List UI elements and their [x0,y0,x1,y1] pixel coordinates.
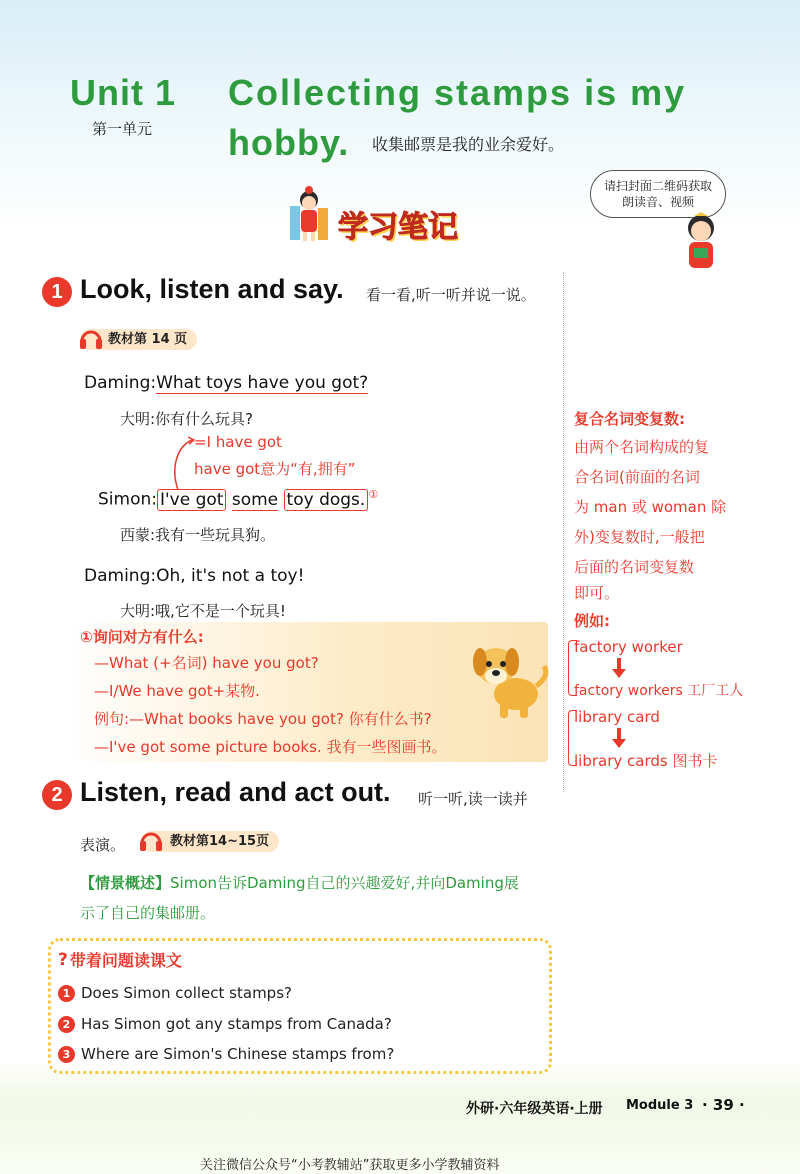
question-text: Where are Simon's Chinese stamps from? [81,1045,395,1063]
grammar-note-line-1: —What (+名词) have you got? [94,654,319,672]
column-divider [563,272,564,792]
question-number: 3 [58,1046,75,1063]
unit-label: Unit 1 [70,72,177,113]
summary-line-2: 示了自己的集邮册。 [80,904,216,922]
dialog-line-3 [84,566,304,586]
footer-book-title: 外研·六年级英语·上册 [466,1101,603,1117]
grammar-note-title: ①询问对方有什么: [80,628,204,646]
teacher-illustration [678,212,724,270]
question-item [58,1045,394,1063]
section1-book-ref-label: 教材第 14 页 [80,329,197,350]
summary-text-1: Simon告诉Daming自己的兴趣爱好,并向Daming展 [170,874,519,892]
question-text: Does Simon collect stamps? [81,984,292,1002]
arrow-down-icon [612,728,626,748]
dialog-boxed-ive-got: I've got [157,489,226,511]
section2-number: 2 [42,780,72,810]
section1-title-cn: 看一看,听一听并说一说。 [366,286,536,304]
dialog-cn-1: 大明:你有什么玩具? [120,410,254,428]
dialog-speaker: Daming: [84,373,157,393]
section2-title: Listen, read and act out. [80,777,391,807]
section2-title-cn-2: 表演。 [80,836,126,854]
sidebar-ex2-from: library card [574,708,660,726]
grammar-note-line-2: —I/We have got+某物. [94,682,260,700]
dialog-speaker: Daming: [84,566,157,586]
footer-watermark: 关注微信公众号“小考教辅站”获取更多小学教辅资料 [200,1158,500,1173]
section2-book-ref [142,830,279,849]
dialog-speaker: Simon: [98,489,157,510]
questions-title: 带着问题读课文 [69,951,182,970]
headphones-icon [78,325,104,351]
question-number: 2 [58,1016,75,1033]
section1-number: 1 [42,277,72,307]
grammar-note-line-3: 例句:—What books have you got? 你有什么书? [94,710,432,728]
arrow-down-icon [612,658,626,678]
dialog-line-1 [84,373,368,393]
sidebar-title: 复合名词变复数: [574,410,685,428]
sidebar-ex2-to: library cards 图书卡 [574,752,718,770]
summary-line-1 [80,872,519,893]
dialog-text: Oh, it's not a toy! [156,566,305,586]
headphones-icon [138,827,164,853]
page-title-cn: 收集邮票是我的业余爱好。 [372,135,565,154]
sidebar-body-3: 为 man 或 woman 除 [574,498,727,516]
summary-label: 【情景概述】 [80,874,171,892]
page-number: · 39 · [702,1096,745,1114]
annotation-meaning: have got意为“有,拥有” [194,460,356,478]
page-title-line1: Collecting stamps is my [228,72,687,113]
notes-banner: 学习笔记 [338,210,458,245]
question-item [58,984,292,1002]
question-text: Has Simon got any stamps from Canada? [81,1015,392,1033]
sidebar-example-label: 例如: [574,612,610,630]
page-title-line2: hobby. [228,122,350,163]
sidebar-ex1-from: factory worker [574,638,683,656]
dialog-cn-3: 大明:哦,它不是一个玩具! [120,602,286,620]
questions-header [58,948,182,971]
dog-illustration [466,636,550,722]
girl-illustration [288,186,330,242]
dialog-boxed-toy-dogs: toy dogs. [284,489,369,511]
dialog-cn-2: 西蒙:我有一些玩具狗。 [120,526,276,544]
grammar-note-line-4: —I've got some picture books. 我有一些图画书。 [94,738,447,756]
section2-book-ref-label: 教材第14~15页 [142,831,279,852]
unit-cn-label: 第一单元 [92,120,153,138]
dialog-some: some [231,489,279,510]
sidebar-ex1-to: factory workers 工厂工人 [574,683,744,699]
dialog-text: What toys have you got? [156,373,369,393]
annotation-equals: =I have got [194,433,282,451]
dialog-line-2 [98,488,378,510]
footer-module: Module 3 [626,1098,694,1113]
sidebar-body-5: 后面的名词变复数 [574,558,695,576]
section2-title-cn: 听一听,读一读并 [418,790,528,808]
footnote-marker: ① [368,488,379,501]
question-number: 1 [58,985,75,1002]
sidebar-body-2: 合名词(前面的名词 [574,468,700,486]
sidebar-body-6: 即可。 [574,584,620,602]
question-item [58,1015,392,1033]
section1-book-ref [80,328,197,347]
sidebar-body-4: 外)变复数时,一般把 [574,528,705,546]
section1-title: Look, listen and say. [80,274,344,304]
sidebar-body-1: 由两个名词构成的复 [574,438,710,456]
question-mark-icon: ? [58,949,68,970]
qr-hint-bubble: 请扫封面二维码获取朗读音、视频 [590,170,726,218]
